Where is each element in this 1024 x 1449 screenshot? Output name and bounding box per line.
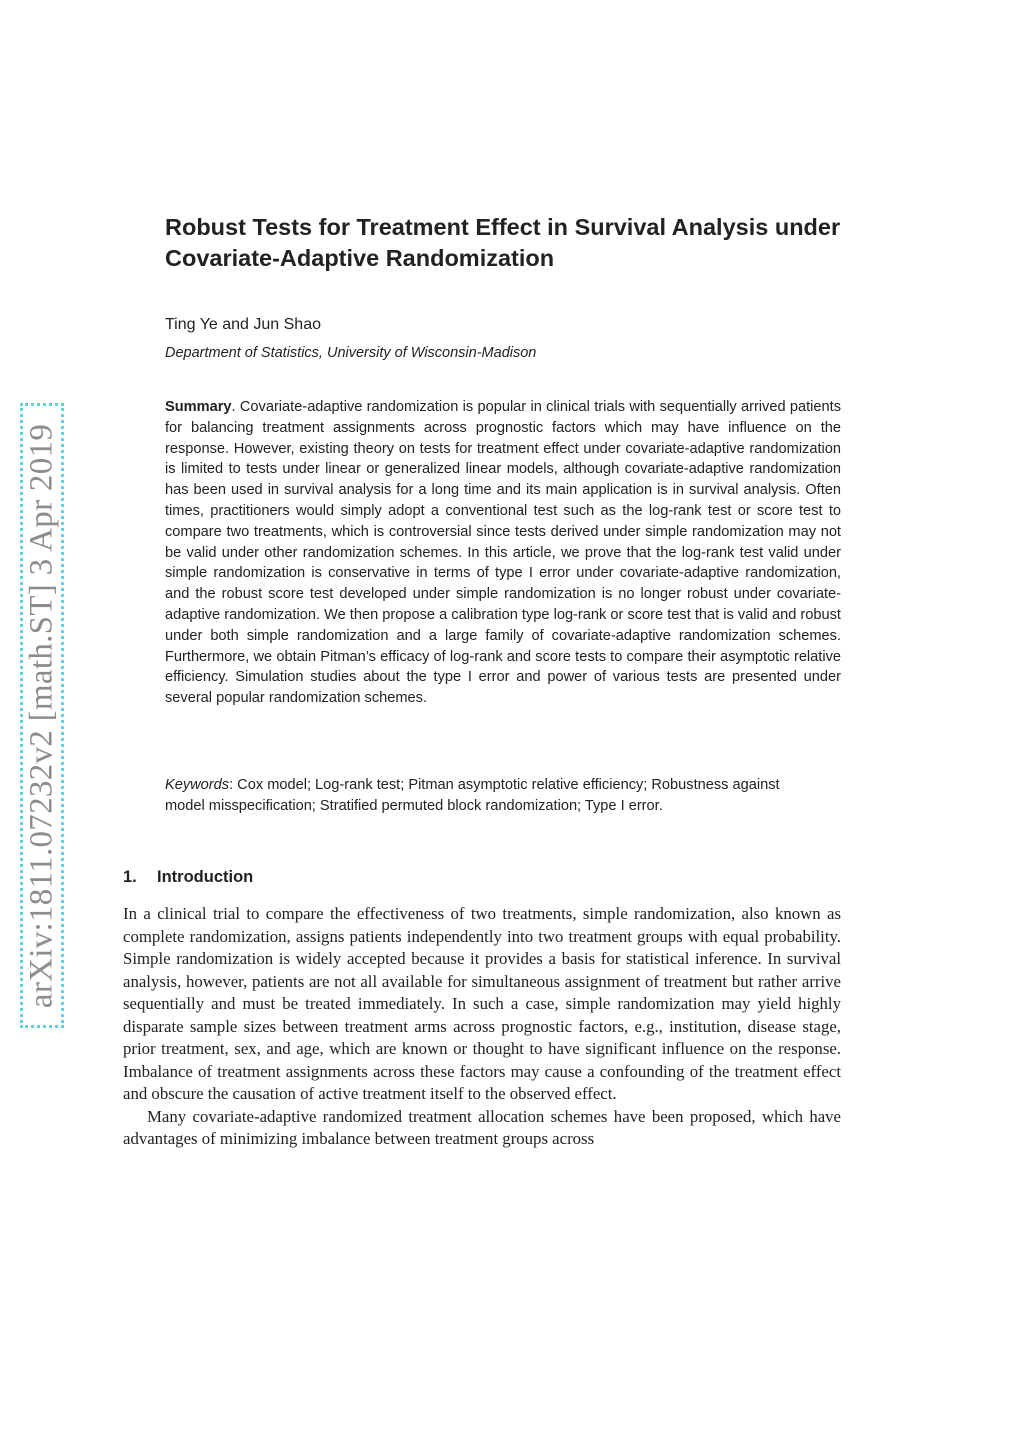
paragraph: In a clinical trial to compare the effectiveness of two treatments, simple randomization, also known as complete randomization, assigns patients independently into two treatment groups with equal probability. Simple randomization is widely accepted because it provides a basis for statistical inference. In survival analysis, however, patients are not all available for simultaneous assignment of treatment but rather arrive sequentially and must be treated immediately. In such a case, simple randomization may yield highly disparate sample sizes between treatment arms across prognostic factors, e.g., institution, disease stage, prior treatment, sex, and age, which are known or thought to have significant influence on the response. Imbalance of treatment assignments across these factors may cause a confounding of the treatment effect and obscure the causation of active treatment itself to the observed effect. (123, 904, 841, 1103)
keywords-text: : Cox model; Log-rank test; Pitman asymptotic relative efficiency; Robustness against model misspecification; Stratified permuted block randomization; Type I error. (165, 777, 780, 814)
section-number: 1. (123, 868, 137, 886)
paper-title: Robust Tests for Treatment Effect in Survival Analysis under Covariate-Adaptive Randomization (165, 214, 841, 271)
abstract-text: . Covariate-adaptive randomization is popular in clinical trials with sequentially arrived patients for balancing treatment assignments across prognostic factors which may have influence on the response. However, existing theory on tests for treatment effect under covariate-adaptive randomization is limited to tests under linear or generalized linear models, although covariate-adaptive randomization has been used in survival analysis for a long time and its main application is in survival analysis. Often times, practitioners would simply adopt a conventional test such as the log-rank test or score test to compare two treatments, which is controversial since tests derived under simple randomization may not be valid under other randomization schemes. In this article, we prove that the log-rank test valid under simple randomization is conservative in terms of type I error under covariate-adaptive randomization, and the robust score test developed under simple randomization is no longer robust under covariate-adaptive randomization. We then propose a calibration type log-rank or score test that is valid and robust under both simple randomization and a large family of covariate-adaptive randomization schemes. Furthermore, we obtain Pitman’s efficacy of log-rank and score tests to compare their asymptotic relative efficiency. Simulation studies about the type I error and power of various tests are presented under several popular randomization schemes. (165, 399, 841, 707)
abstract-label: Summary (165, 399, 232, 415)
abstract (165, 397, 841, 709)
section-heading-introduction (123, 868, 253, 887)
paragraph: Many covariate-adaptive randomized treatment allocation schemes have been proposed, which have advantages of minimizing imbalance between treatment groups across (123, 1106, 841, 1148)
arxiv-stamp (20, 403, 64, 1028)
paper-affiliation: Department of Statistics, University of Wisconsin-Madison (165, 345, 537, 361)
arxiv-identifier: arXiv:1811.07232v2 [math.ST] 3 Apr 2019 (23, 423, 60, 1008)
keywords-label: Keywords (165, 777, 230, 793)
section-title: Introduction (157, 868, 254, 886)
keywords (165, 775, 801, 817)
paper-authors: Ting Ye and Jun Shao (165, 316, 321, 333)
introduction-body (123, 903, 841, 1151)
